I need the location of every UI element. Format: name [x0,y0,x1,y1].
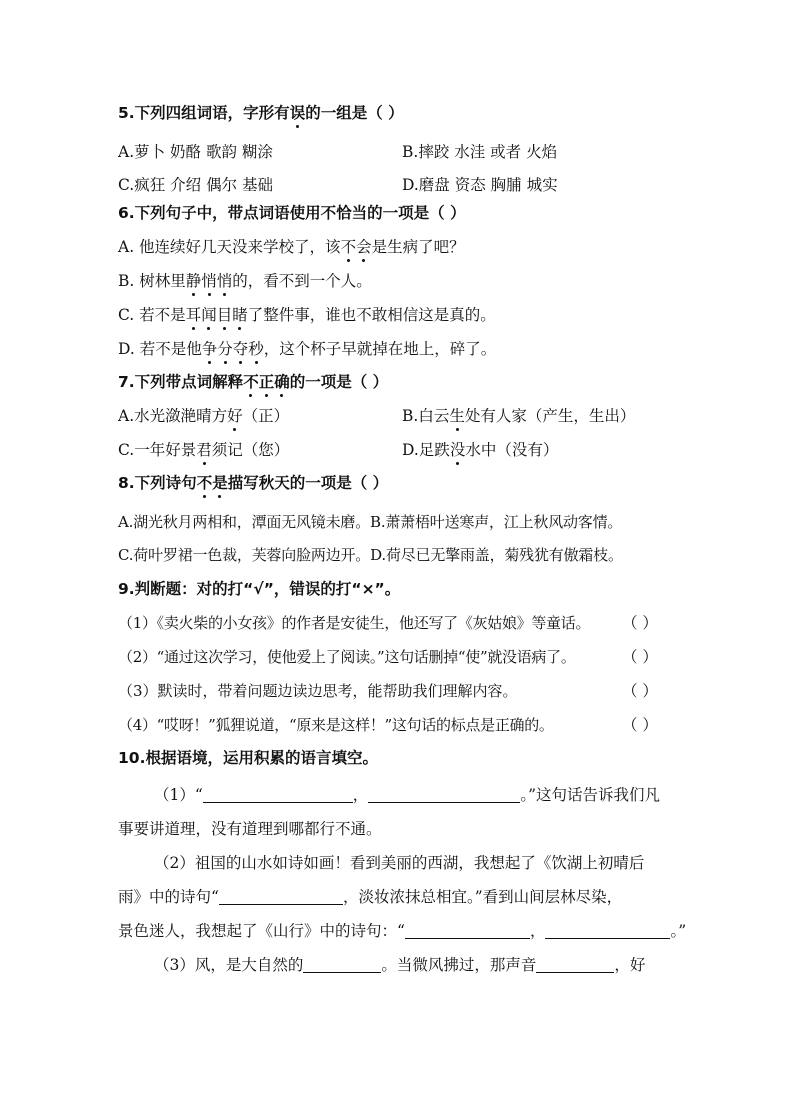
q10-part-3-line-1 [154,955,645,975]
q10-p3-pre: （3）风，是大自然的 [154,956,304,974]
q7-b-dot: 生 [449,407,465,425]
dotted-char: 不 [196,474,213,492]
q6-option-b [118,271,372,291]
dotted-char: 耳 [185,306,202,324]
dotted-char: 不 [243,373,259,391]
dotted-char: 分 [217,340,233,358]
q7-c-dot: 君 [196,441,212,459]
q7-b-pre: B.白云 [402,407,450,425]
q8-options-row-1: A.湖光秋月两相和，潭面无风镜未磨。B.萧萧梧叶送寒声，江上秋风动客情。 [118,513,623,531]
dotted-char: 悄 [201,272,217,290]
q6-b-post: 的，看不到一个人。 [232,272,372,290]
dotted-char: 夺 [232,340,249,358]
q5-option-a: A.萝卜 奶酪 歌韵 糊涂 [118,143,273,161]
dotted-char: 悄 [216,272,233,290]
q8-stem-post: 描写秋天的一项是（ ） [227,474,389,492]
dotted-char: 争 [201,340,218,358]
q7-a-pre: A.水光潋滟晴方 [118,407,228,425]
dotted-char: 静 [185,272,202,290]
q7-stem-dot [243,373,290,391]
q9-item-3: （3）默读时，带着问题边读边思考，能帮助我们理解内容。 [118,682,518,700]
q6-option-d [118,339,496,359]
q10-p2-comma: ， [529,922,546,940]
q6-d-pre: D. 若不是他 [118,340,202,358]
q7-c-post: 须记（您） [211,441,290,459]
q6-d-dot [202,340,264,358]
q9-item-4: （4）“哎呀！”狐狸说道，“原来是这样！”这句话的标点是正确的。 [118,716,554,734]
q10-p2-mid: ，淡妆浓抹总相宜。”看到山间层林尽染， [342,888,623,906]
dotted-char: 会 [356,238,372,256]
q10-blank-7[interactable] [536,956,614,973]
q7-stem-post: 的一项是（ ） [289,373,389,391]
q10-p3-post: ，好 [614,956,646,974]
q6-c-post: 了整件事，谁也不敢相信这是真的。 [247,306,496,324]
q10-blank-6[interactable] [303,956,381,973]
dotted-char: 确 [274,373,290,391]
q9-answer-paren-2[interactable]: （ ） [622,648,658,666]
q7-stem-pre: 7.下列带点词解释 [118,373,244,391]
q6-option-a [118,237,465,257]
q5-option-d: D.磨盘 资态 胸脯 城实 [402,176,558,194]
q6-d-post: ，这个杯子早就掉在地上，碎了。 [263,340,497,358]
q9-answer-paren-1[interactable]: （ ） [622,614,658,632]
q7-option-a [118,406,289,426]
q6-stem: 6.下列句子中，带点词语使用不恰当的一项是（ ） [118,204,466,222]
q6-a-pre: A. 他连续好几天没来学校了，该 [118,238,341,256]
dotted-char: 不 [340,238,357,256]
q8-stem-dot [197,474,228,492]
q10-p2-shanxing: 景色迷人，我想起了《山行》中的诗句：“ [118,922,405,940]
q10-blank-1[interactable] [203,786,353,803]
q7-d-dot: 没 [449,441,466,459]
dotted-char: 睹 [232,306,248,324]
q7-c-pre: C.一年好景 [118,441,197,459]
q8-stem [118,473,388,493]
q8-options-row-2: C.荷叶罗裙一色裁，芙蓉向脸两边开。D.荷尽已无擎雨盖，菊残犹有傲霜枝。 [118,546,623,564]
q5-stem-text: 5.下列四组词语，字形有 [118,104,290,122]
dotted-char: 秒 [248,340,264,358]
dotted-char: 是 [212,474,228,492]
dotted-char: 正 [258,373,275,391]
q7-a-dot: 好 [227,407,243,425]
q5-stem-end: 的一组是（ ） [305,104,404,122]
q6-a-dot [341,238,372,256]
q9-item-1: （1）《卖火柴的小女孩》的作者是安徒生，他还写了《灰姑娘》等童话。 [118,614,591,632]
q10-p2-open: 雨》中的诗句“ [118,888,219,906]
q6-a-post: 是生病了吧？ [371,238,465,256]
q7-option-c [118,440,289,460]
q5-stem [118,103,404,123]
q10-part-2-line-3 [118,921,686,941]
q10-p2-close: 。” [670,922,687,940]
q10-part-2-line-1: （2）祖国的山水如诗如画！看到美丽的西湖，我想起了《饮湖上初晴后 [154,854,645,872]
q7-a-post: （正） [242,407,290,425]
q6-c-dot [186,306,248,324]
q10-blank-4[interactable] [405,922,530,939]
q10-p1-comma: ， [352,786,369,804]
q10-p3-mid: 。当微风拂过，那声音 [381,956,537,974]
dotted-char: 闻 [201,306,217,324]
q6-c-pre: C. 若不是 [118,306,186,324]
q10-blank-3[interactable] [219,888,343,905]
q5-stem-dotted: 误 [289,104,306,122]
q7-stem [118,372,388,392]
q9-answer-paren-3[interactable]: （ ） [622,682,658,700]
dotted-char: 目 [216,306,233,324]
q6-b-pre: B. 树林里 [118,272,186,290]
q10-part-2-line-2 [118,887,622,907]
q7-option-b [402,406,635,426]
q7-b-post: 处有人家（产生，生出） [464,407,636,425]
q9-answer-paren-4[interactable]: （ ） [622,716,658,734]
q10-stem: 10.根据语境，运用积累的语言填空。 [118,749,378,767]
q5-option-b: B.摔跤 水洼 或者 火焰 [402,143,558,161]
q7-d-pre: D.足跌 [402,441,450,459]
q6-b-dot [186,272,233,290]
q9-item-2: （2）“通过这次学习，使他爱上了阅读。”这句话删掉“使”就没语病了。 [118,648,576,666]
q10-blank-5[interactable] [545,922,670,939]
q6-a-dotted [341,238,372,256]
q6-option-c [118,305,496,325]
q10-part-1-line-2: 事要讲道理，没有道理到哪都行不通。 [118,820,382,838]
q7-option-d [402,440,558,460]
q9-stem: 9.判断题：对的打“√”，错误的打“×”。 [118,580,401,598]
q10-p1-open: （1）“ [154,786,203,804]
q10-blank-2[interactable] [368,786,520,803]
q10-part-1-line-1 [154,785,660,805]
q7-d-post: 水中（没有） [465,441,559,459]
q5-option-c: C.疯狂 介绍 偶尔 基础 [118,176,274,194]
q10-p1-close: 。”这句话告诉我们凡 [520,786,660,804]
q8-stem-pre: 8.下列诗句 [118,474,197,492]
